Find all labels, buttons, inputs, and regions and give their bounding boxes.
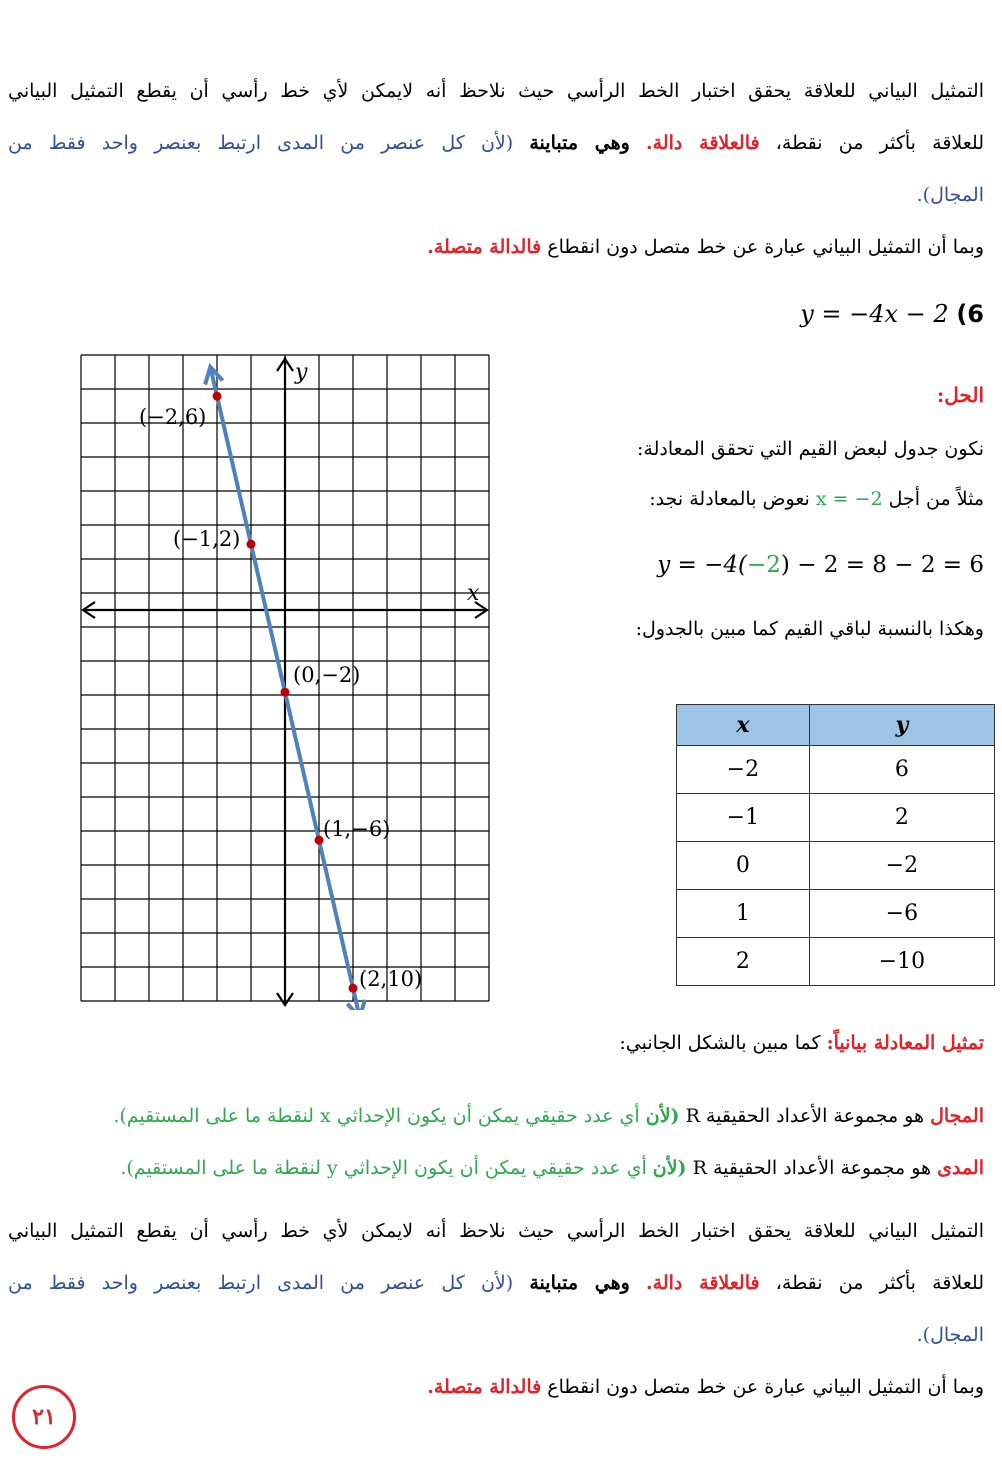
one-to-one-reason: (لأن كل عنصر من المدى ارتبط بعنصر واحد فقط من <box>8 132 514 154</box>
table-row <box>677 794 995 842</box>
one-to-one-label: وهي متباينة <box>529 132 630 154</box>
y-axis-label: y <box>295 360 308 385</box>
equation-part-2: ) − 2 = 8 − 2 = 6 <box>780 552 984 578</box>
domain-reason-bold: (لأن <box>645 1105 680 1127</box>
point-label: (−2,6) <box>139 405 207 430</box>
solution-step-3: وهكذا بالنسبة لباقي القيم كما مبين بالجدول: <box>635 618 984 640</box>
table-cell: 1 <box>677 890 810 938</box>
function-conclusion: فالعلاقة دالة. <box>646 132 760 154</box>
para2-continuous-text: وبما أن التمثيل البياني عبارة عن خط متصل دون انقطاع <box>547 1376 984 1398</box>
step2-x-value: x = −2 <box>815 488 883 510</box>
range-label: المدى <box>937 1157 984 1179</box>
line-graph <box>76 350 496 1010</box>
table-cell: 2 <box>677 938 810 986</box>
range-text: هو مجموعة الأعداد الحقيقية R <box>692 1157 932 1179</box>
table-cell: 0 <box>677 842 810 890</box>
continuous-text: وبما أن التمثيل البياني عبارة عن خط متصل دون انقطاع <box>547 236 984 258</box>
domain-reason: أي عدد حقيقي يمكن أن يكون الإحداثي x لنقطة ما على المستقيم). <box>113 1105 640 1127</box>
table-cell: 2 <box>809 794 994 842</box>
problem-number: (6 <box>956 300 984 328</box>
point-label: (1,−6) <box>323 817 391 842</box>
continuous-conclusion: فالدالة متصلة. <box>427 236 542 258</box>
para2-function-conclusion: فالعلاقة دالة. <box>646 1272 760 1294</box>
para2-line-4 <box>427 1376 984 1398</box>
range-line <box>120 1157 984 1179</box>
table-cell: 6 <box>809 746 994 794</box>
solution-step-1: نكون جدول لبعض القيم التي تحقق المعادلة: <box>636 438 984 460</box>
para-text: للعلاقة بأكثر من نقطة، <box>775 132 985 154</box>
table-cell: −2 <box>809 842 994 890</box>
graph-section-title: تمثيل المعادلة بيانياً: <box>826 1032 984 1054</box>
table-header-y: y <box>809 705 994 746</box>
step2-prefix: مثلاً من أجل <box>888 488 984 510</box>
table-cell: −6 <box>809 890 994 938</box>
para2-continuous-conclusion: فالدالة متصلة. <box>427 1376 542 1398</box>
para2-line-2 <box>8 1272 984 1294</box>
domain-text: هو مجموعة الأعداد الحقيقية R <box>685 1105 925 1127</box>
table-header-row <box>677 705 995 746</box>
para-line-4 <box>427 236 984 258</box>
table-row <box>677 890 995 938</box>
para-line-2 <box>8 132 984 154</box>
equation-part-1: y = −4( <box>657 552 747 578</box>
para-line-1: التمثيل البياني للعلاقة يحقق اختبار الخط الرأسي حيث نلاحظ أنه لايمكن لأي خط رأسي أن يقطع التمثيل البياني <box>8 80 984 102</box>
para2-one-to-one-reason: (لأن كل عنصر من المدى ارتبط بعنصر واحد فقط من <box>8 1272 514 1294</box>
domain-line <box>113 1105 984 1127</box>
para2-one-to-one-label: وهي متباينة <box>529 1272 630 1294</box>
problem-equation: y = −4x − 2 <box>800 300 949 328</box>
range-reason-bold: (لأن <box>652 1157 687 1179</box>
data-point <box>281 688 290 697</box>
table-row <box>677 746 995 794</box>
solution-step-2 <box>649 488 984 510</box>
data-point <box>349 984 358 993</box>
range-reason: أي عدد حقيقي يمكن أن يكون الإحداثي y لنقطة ما على المستقيم). <box>120 1157 647 1179</box>
values-table <box>676 704 995 986</box>
para2-line-3: المجال). <box>916 1324 984 1346</box>
point-label: (−1,2) <box>173 527 241 552</box>
page-number: ٢١ <box>12 1385 76 1449</box>
data-point <box>247 540 256 549</box>
domain-label: المجال <box>930 1105 984 1127</box>
equation-substitution: −2 <box>747 552 781 578</box>
table-cell: −10 <box>809 938 994 986</box>
para2-text: للعلاقة بأكثر من نقطة، <box>775 1272 985 1294</box>
para2-line-1: التمثيل البياني للعلاقة يحقق اختبار الخط الرأسي حيث نلاحظ أنه لايمكن لأي خط رأسي أن يقطع التمثيل البياني <box>8 1220 984 1242</box>
solution-title: الحل: <box>936 383 984 407</box>
point-label: (2,10) <box>359 967 423 992</box>
graph-section <box>619 1032 984 1054</box>
table-cell: −2 <box>677 746 810 794</box>
data-point <box>213 392 222 401</box>
solution-equation <box>657 552 984 578</box>
table-row <box>677 938 995 986</box>
para-line-3: المجال). <box>916 184 984 206</box>
problem-6 <box>800 300 984 328</box>
table-row <box>677 842 995 890</box>
step2-suffix: نعوض بالمعادلة نجد: <box>649 488 810 510</box>
table-header-x: x <box>677 705 810 746</box>
x-axis-label: x <box>467 581 480 606</box>
table-cell: −1 <box>677 794 810 842</box>
point-label: (0,−2) <box>293 663 361 688</box>
graph-section-text: كما مبين بالشكل الجانبي: <box>619 1032 821 1054</box>
